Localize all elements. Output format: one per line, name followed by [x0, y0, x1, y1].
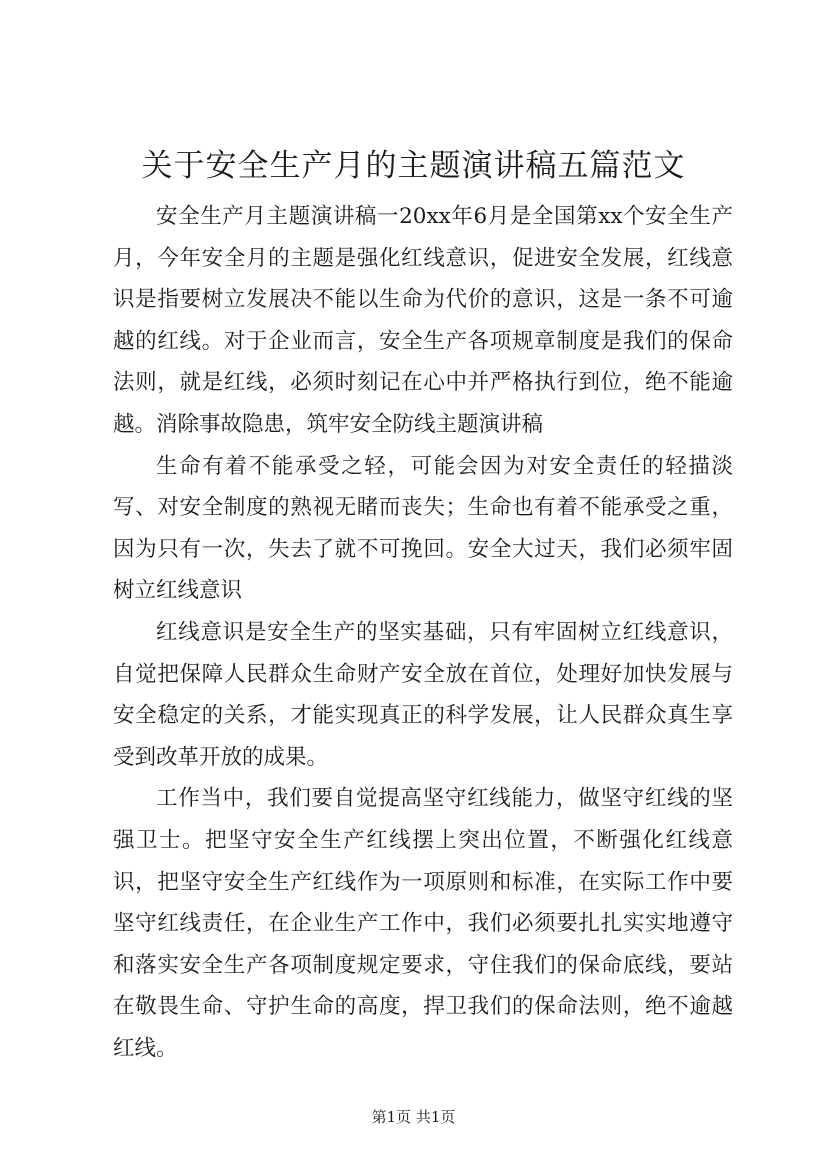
paragraph-4: 工作当中，我们要自觉提高坚守红线能力，做坚守红线的坚强卫士。把坚守安全生产红线摆上突出位置，不断强化红线意识，把坚守安全生产红线作为一项原则和标准，在实际工作中要坚守红线责任，在企业生产工作中，我们必须要扎扎实实地遵守和落实安全生产各项制度规定要求，守住我们的保命底线，要站在敬畏生命、守护生命的高度，捍卫我们的保命法则，绝不逾越红线。 — [113, 786, 733, 1061]
paragraph-3: 红线意识是安全生产的坚实基础，只有牢固树立红线意识，自觉把保障人民群众生命财产安全放在首位，处理好加快发展与安全稳定的关系，才能实现真正的科学发展，让人民群众真生享受到改革开放的成果。 — [113, 619, 733, 770]
document-title: 关于安全生产月的主题演讲稿五篇范文 — [141, 148, 686, 184]
page-footer: 第1页 共1页 — [371, 1108, 456, 1126]
document-body — [113, 196, 733, 1069]
paragraph-2: 生命有着不能承受之轻，可能会因为对安全责任的轻描淡写、对安全制度的熟视无睹而丧失；生命也有着不能承受之重，因为只有一次，失去了就不可挽回。安全大过天，我们必须牢固树立红线意识 — [113, 453, 733, 604]
paragraph-1: 安全生产月主题演讲稿一20xx年6月是全国第xx个安全生产月，今年安全月的主题是强化红线意识，促进安全发展，红线意识是指要树立发展决不能以生命为代价的意识，这是一条不可逾越的红线。对于企业而言，安全生产各项规章制度是我们的保命法则，就是红线，必须时刻记在心中并严格执行到位，绝不能逾越。消除事故隐患，筑牢安全防线主题演讲稿 — [113, 204, 733, 437]
